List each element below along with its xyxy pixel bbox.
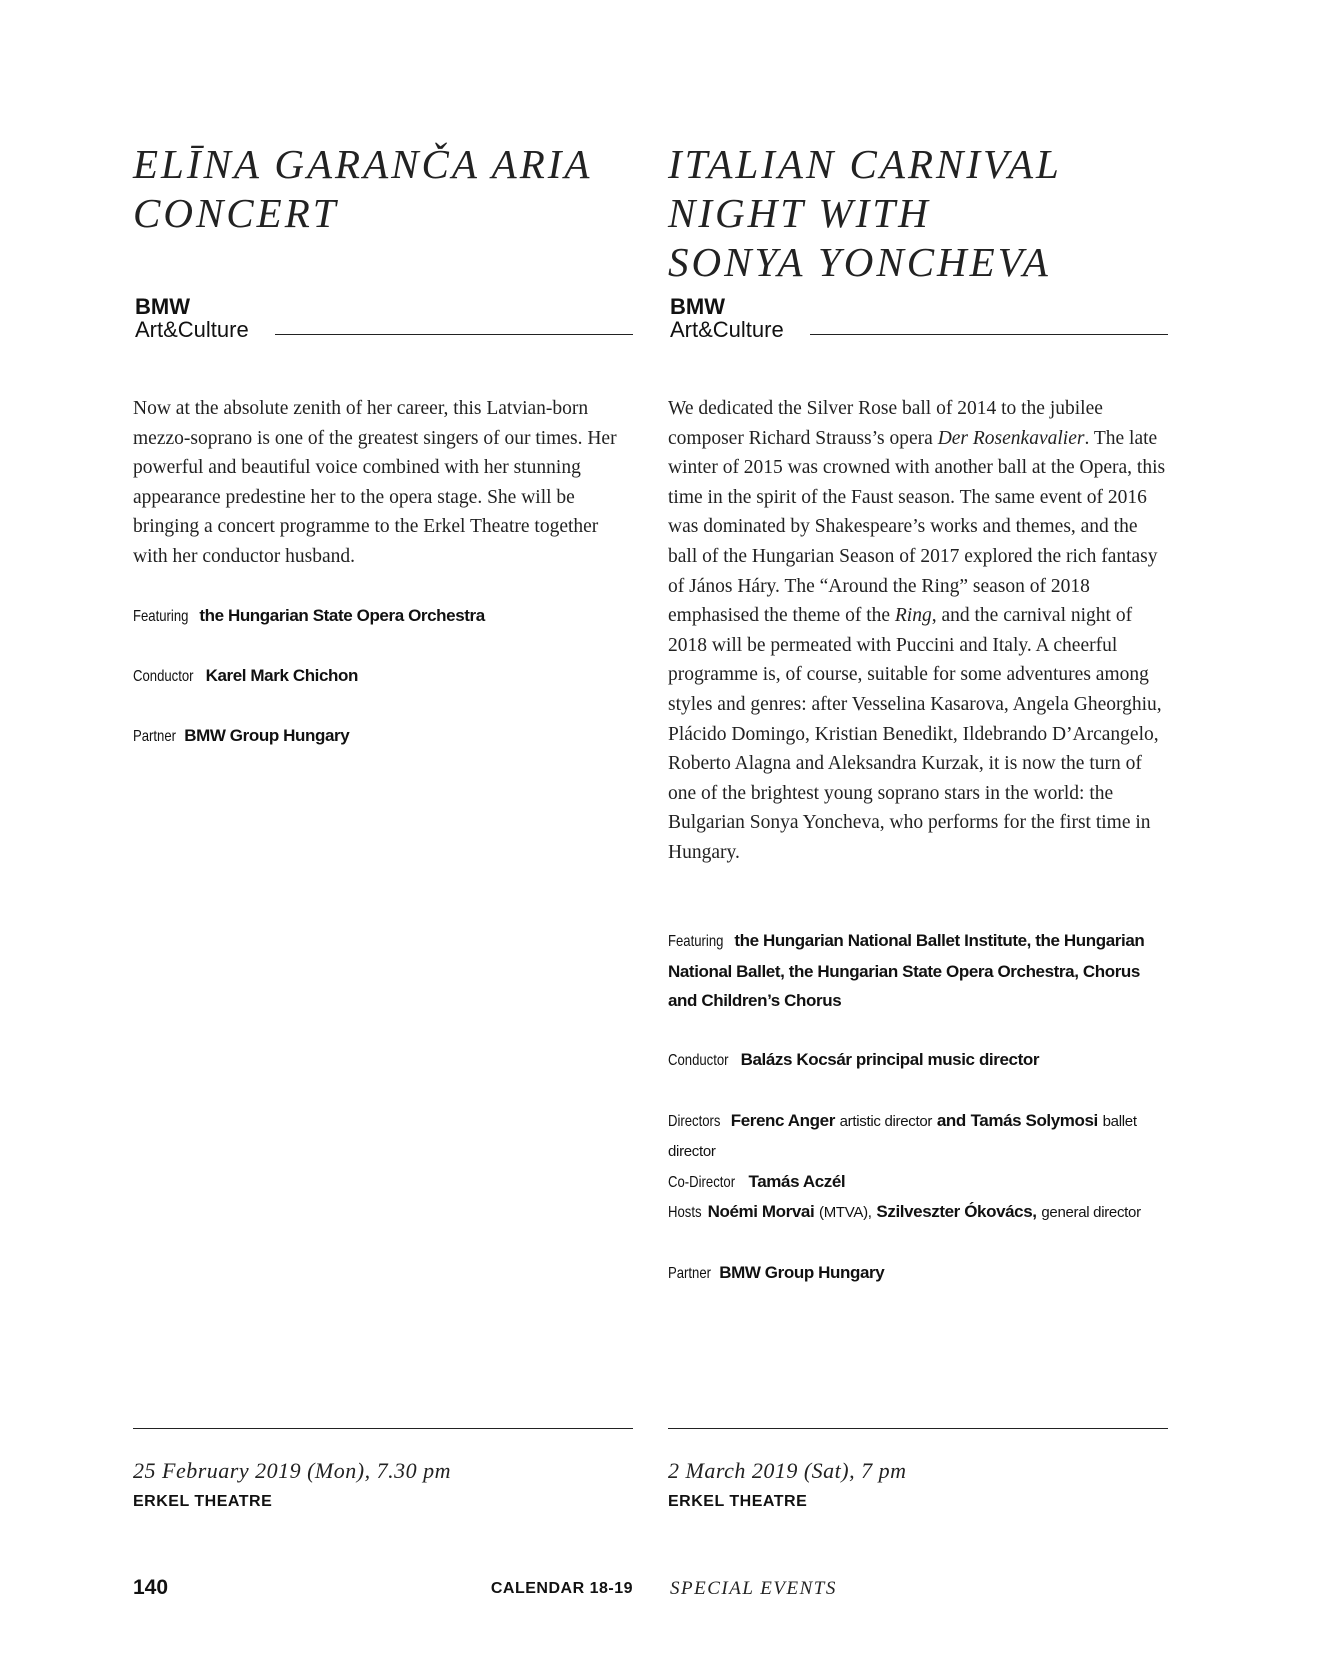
credit-role: ballet director bbox=[668, 1112, 1137, 1161]
description-italic: Der Rosenkavalier bbox=[937, 427, 1085, 449]
description-text: We dedicated the Silver Rose ball of 2014 to the jubilee composer Richard Strauss’s opera bbox=[668, 398, 1103, 449]
event-column-left bbox=[133, 0, 633, 1680]
credit-value: the Hungarian National Ballet Institute, the Hungarian National Ballet, the Hungarian State Opera Orchestra, Chorus and Children’s Chorus bbox=[668, 931, 1145, 1011]
credit-value: BMW Group Hungary bbox=[184, 726, 350, 746]
credit-partner bbox=[133, 721, 633, 752]
divider bbox=[133, 1428, 633, 1429]
credit-label: Partner bbox=[668, 1264, 712, 1282]
credit-label: Directors bbox=[668, 1112, 721, 1130]
credit-featuring bbox=[133, 601, 633, 632]
credit-value: Karel Mark Chichon bbox=[205, 666, 359, 686]
event-title-line: ITALIAN CARNIVAL bbox=[668, 141, 1062, 187]
credit-value: Szilveszter Ókovács, bbox=[876, 1202, 1037, 1222]
event-venue: ERKEL THEATRE bbox=[668, 1493, 808, 1510]
description-text: . The late winter of 2015 was crowned with another ball at the Opera, this time in the spirit of the Faust season. The same event of 2016 was dominated by Shakespeare’s works and themes, and the ball of the Hungarian Season of 2017 explored the rich fantasy of János Háry. The “Around the Ring” season of 2018 emphasised the theme of the bbox=[668, 427, 1166, 627]
page-number: 140 bbox=[133, 1576, 169, 1599]
credit-codirector bbox=[668, 1167, 1168, 1198]
sponsor-brand: BMW bbox=[670, 294, 725, 319]
footer-calendar: CALENDAR 18-19 bbox=[490, 1580, 633, 1597]
credit-hosts bbox=[668, 1197, 1168, 1228]
event-title-line: SONYA YONCHEVA bbox=[668, 239, 1051, 285]
credit-label: Partner bbox=[133, 728, 177, 746]
credit-value: Ferenc Anger bbox=[730, 1110, 835, 1130]
credit-value: BMW Group Hungary bbox=[719, 1262, 885, 1282]
event-credits bbox=[133, 601, 633, 752]
sponsor-logo bbox=[135, 296, 633, 344]
credit-value: Noémi Morvai bbox=[707, 1202, 815, 1222]
event-credits bbox=[668, 926, 1168, 1288]
event-description: Now at the absolute zenith of her career, this Latvian-born mezzo-soprano is one of the greatest singers of our times. Her powerful and beautiful voice combined with her stunning appearance predestine her to the opera stage. She will be bringing a concert programme to the Erkel Theatre together with her conductor husband. bbox=[133, 398, 617, 567]
credit-conjunction: and bbox=[936, 1110, 966, 1130]
credit-value: the Hungarian State Opera Orchestra bbox=[199, 606, 485, 625]
sponsor-brand: BMW bbox=[135, 294, 190, 319]
credit-featuring bbox=[668, 926, 1168, 1016]
credit-role: artistic director bbox=[839, 1112, 933, 1130]
sponsor-sub: Art&Culture bbox=[670, 317, 784, 342]
sponsor-sub: Art&Culture bbox=[135, 317, 249, 342]
event-venue: ERKEL THEATRE bbox=[133, 1493, 273, 1510]
credit-conductor bbox=[668, 1045, 1168, 1076]
event-date: 25 February 2019 (Mon), 7.30 pm bbox=[133, 1458, 451, 1483]
credit-label: Conductor bbox=[133, 668, 194, 686]
credit-role: (MTVA), bbox=[819, 1204, 872, 1222]
sponsor-rule bbox=[810, 334, 1168, 335]
credit-label: Featuring bbox=[133, 608, 189, 625]
event-title-line: CONCERT bbox=[133, 190, 339, 236]
credit-label: Conductor bbox=[668, 1052, 729, 1070]
credit-value: Tamás Solymosi bbox=[970, 1110, 1098, 1130]
credit-partner bbox=[668, 1258, 1168, 1289]
event-title-line: NIGHT WITH bbox=[668, 190, 931, 236]
credit-role: general director bbox=[1041, 1204, 1141, 1222]
event-date: 2 March 2019 (Sat), 7 pm bbox=[668, 1458, 907, 1483]
credit-value: Balázs Kocsár principal music director bbox=[740, 1050, 1040, 1070]
sponsor-rule bbox=[275, 334, 633, 335]
event-title bbox=[133, 140, 633, 238]
event-column-right bbox=[668, 0, 1168, 1680]
event-title-line: ELĪNA GARANČA ARIA bbox=[133, 141, 593, 187]
divider bbox=[668, 1428, 1168, 1429]
footer-section: SPECIAL EVENTS bbox=[670, 1578, 837, 1599]
credit-value: Tamás Aczél bbox=[748, 1171, 846, 1191]
credit-conductor bbox=[133, 661, 633, 692]
event-title bbox=[668, 140, 1168, 287]
credit-label: Featuring bbox=[668, 933, 724, 950]
credit-directors bbox=[668, 1106, 1168, 1167]
credit-label: Hosts bbox=[668, 1204, 702, 1222]
credit-label: Co-Director bbox=[668, 1173, 736, 1191]
description-italic: Ring bbox=[894, 605, 932, 627]
description-text: , and the carnival night of 2018 will be permeated with Puccini and Italy. A cheerful programme is, of course, suitable for some adventures among styles and genres: after Vesselina Kasarova, Angela Gheorghiu, Plácido Domingo, Kristian Benedikt, Ildebrando D’Arcangelo, Roberto Alagna and Aleksandra Kurzak, it is now the turn of one of the brightest young soprano stars in the world: the Bulgarian Sonya Yoncheva, who performs for the first time in Hungary. bbox=[668, 605, 1162, 863]
sponsor-logo bbox=[670, 296, 1168, 344]
event-description bbox=[668, 394, 1168, 868]
